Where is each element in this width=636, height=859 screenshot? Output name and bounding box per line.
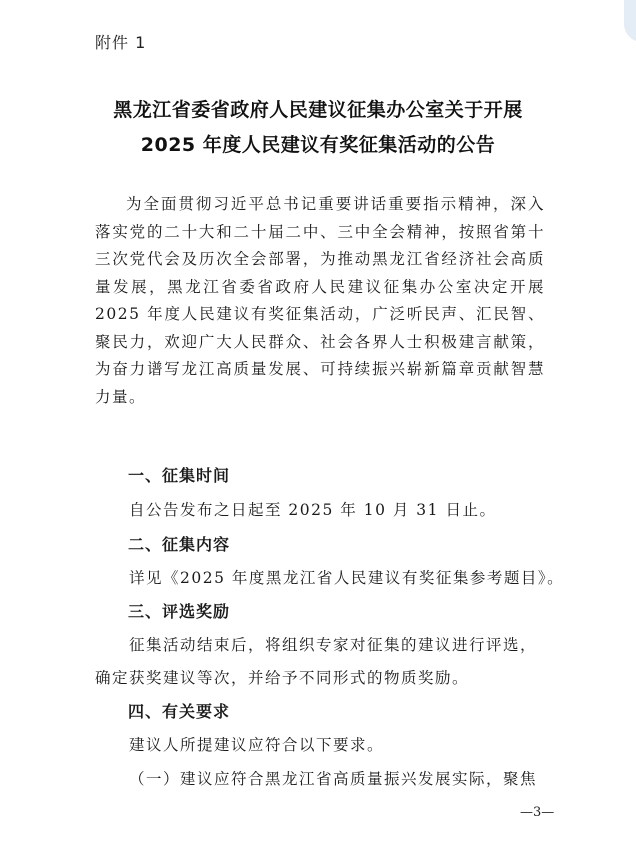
- section-text-time: 自公告发布之日起至 2025 年 10 月 31 日止。: [129, 501, 497, 519]
- section-heading-time: 一、征集时间: [128, 466, 231, 485]
- section-text-requirements-line-1: 建议人所提建议应符合以下要求。: [129, 736, 385, 754]
- document-title-line-1: 黑龙江省委省政府人民建议征集办公室关于开展: [113, 99, 523, 121]
- section-heading-content: 二、征集内容: [128, 535, 231, 554]
- corner-widget: [624, 0, 636, 42]
- section-heading-requirements: 四、有关要求: [128, 702, 231, 721]
- page-number: —3—: [520, 805, 555, 820]
- section-text-requirements-line-2: （一）建议应符合黑龙江省高质量振兴发展实际，聚焦: [129, 770, 538, 788]
- section-text-awards-line-2: 确定获奖建议等次，并给予不同形式的物质奖励。: [95, 669, 470, 687]
- section-heading-awards: 三、评选奖励: [128, 602, 231, 621]
- attachment-label: 附件 1: [95, 33, 147, 52]
- section-text-content: 详见《2025 年度黑龙江省人民建议有奖征集参考题目》。: [129, 569, 565, 587]
- intro-paragraph: 为全面贯彻习近平总书记重要讲话重要指示精神，深入落实党的二十大和二十届二中、三中全会精神，按照省第十三次党代会及历次全会部署，为推动黑龙江省经济社会高质量发展，黑龙江省委省政府人民建议征集办公室决定开展2025 年度人民建议有奖征集活动，广泛听民声、汇民智、聚民力，欢迎广大人民群众、社会各界人士积极建言献策，为奋力谱写龙江高质量发展、可持续振兴崭新篇章贡献智慧力量。: [95, 195, 545, 406]
- document-title-line-2: 2025 年度人民建议有奖征集活动的公告: [140, 134, 496, 156]
- section-text-awards-line-1: 征集活动结束后，将组织专家对征集的建议进行评选，: [129, 636, 538, 654]
